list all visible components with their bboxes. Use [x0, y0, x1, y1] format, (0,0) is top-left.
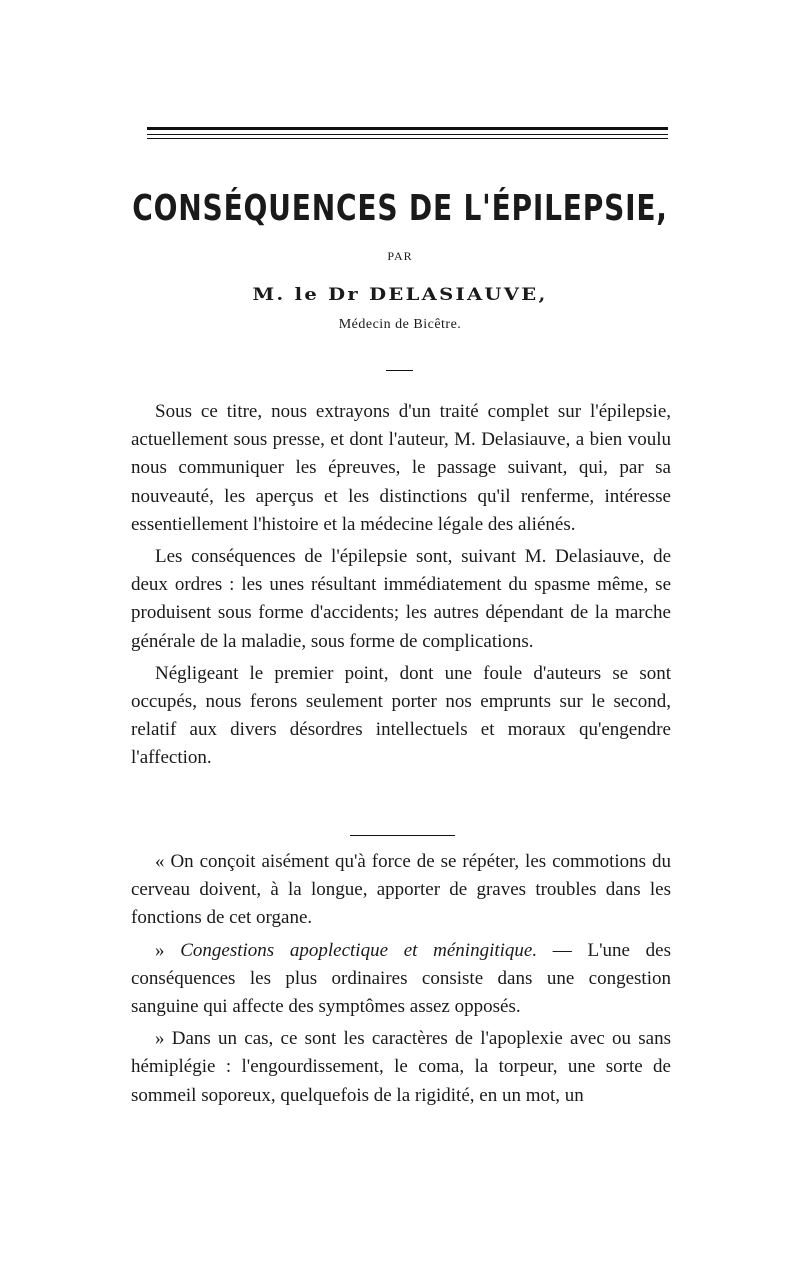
title-separator — [386, 370, 413, 371]
extract-paragraph-2-text: — L'une des conséquences les plus ordinaires consiste dans une congestion sanguine qui affecte des symptômes assez opposés. — [131, 939, 671, 1018]
section-separator — [350, 835, 455, 836]
extract-paragraph-2 — [131, 937, 671, 1022]
quote-mark: » — [155, 939, 181, 961]
author-affiliation: Médecin de Bicêtre. — [338, 317, 462, 332]
intro-section — [131, 398, 671, 777]
extract-paragraph-1: « On conçoit aisément qu'à force de se répéter, les commotions du cerveau doivent, à la longue, apporter de graves troubles dans les fonctions de cet organe. — [131, 851, 671, 929]
byline-par: PAR — [387, 249, 413, 263]
extract-paragraph-3: » Dans un cas, ce sont les caractères de l'apoplexie avec ou sans hémiplégie : l'engourdissement, le coma, la torpeur, une sorte de sommeil soporeux, quelquefois de la rigidité, en un mot, un — [131, 1028, 671, 1106]
intro-paragraph-3: Négligeant le premier point, dont une foule d'auteurs se sont occupés, nous ferons seulement porter nos emprunts sur le second, relatif aux divers désordres intellectuels et moraux qu'engendre l'affection. — [131, 662, 671, 769]
header-rule-thick — [147, 127, 668, 130]
header-rule-thin — [147, 134, 668, 135]
intro-paragraph-2: Les conséquences de l'épilepsie sont, suivant M. Delasiauve, de deux ordres : les unes résultant immédiatement du spasme même, se produisent sous forme d'accidents; les autres dépendant de la marche générale de la maladie, sous forme de complications. — [131, 546, 671, 652]
header-rule-thin-lower — [147, 138, 668, 139]
author-name: M. le Dr DELASIAUVE, — [252, 285, 548, 305]
section-heading-italic: Congestions apoplectique et méningitique. — [180, 939, 538, 961]
intro-paragraph-1: Sous ce titre, nous extrayons d'un traité complet sur l'épilepsie, actuellement sous presse, et dont l'auteur, M. Delasiauve, a bien voulu nous communiquer les épreuves, le passage suivant, qui, par sa nouveauté, les aperçus et les distinctions qu'il renferme, intéresse essentiellement l'histoire et la médecine légale des aliénés. — [131, 401, 671, 535]
extract-section — [131, 848, 671, 1114]
article-title: CONSÉQUENCES DE L'ÉPILEPSIE, — [132, 188, 668, 229]
